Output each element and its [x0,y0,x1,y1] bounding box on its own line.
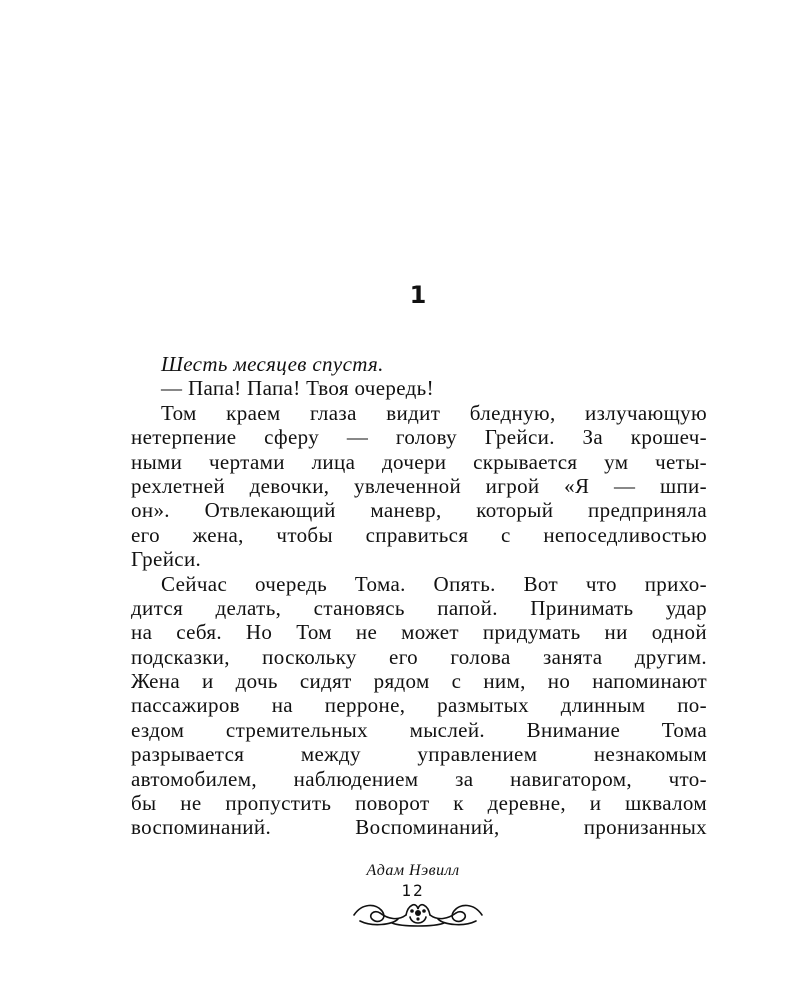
text-line: разрывается между управлением незнакомым [131,742,707,767]
text-line: Том краем глаза видит бледную, излучающую [161,400,707,425]
text-line: он». Отвлекающий маневр, который предприняла [131,498,707,523]
text-line: бы не пропустить поворот к деревне, и шквалом [131,791,707,816]
text-line: пассажиров на перроне, размытых длинным по- [131,693,707,718]
text-line: Сейчас очередь Тома. Опять. Вот что прихо- [161,571,707,596]
text-line: дится делать, становясь папой. Принимать удар [131,595,707,620]
text-line: ными чертами лица дочери скрывается ум четы- [131,449,707,474]
body-text [131,352,707,840]
text-line: Грейси. [131,547,202,572]
text-line: рехлетней девочки, увлеченной игрой «Я — шпи- [131,473,707,498]
text-line: автомобилем, наблюдением за навигатором, что- [131,766,707,791]
text-line: Жена и дочь сидят рядом с ним, но напоминают [131,669,707,694]
decorative-flourish-icon [352,895,484,929]
text-line: нетерпение сферу — голову Грейси. За крошеч- [131,425,707,450]
epigraph-line: Шесть месяцев спустя. [161,352,384,376]
dialogue-line: — Папа! Папа! Твоя очередь! [161,376,434,401]
page-number: 12 [401,881,425,900]
running-footer-author: Адам Нэвилл [366,862,460,879]
text-line: его жена, чтобы справиться с непоседливостью [131,522,707,547]
text-line: подсказки, поскольку его голова занята другим. [131,644,707,669]
text-line: воспоминаний. Воспоминаний, пронизанных [131,815,707,840]
text-line: на себя. Но Том не может придумать ни одной [131,620,707,645]
chapter-number: 1 [409,281,427,309]
text-line: ездом стремительных мыслей. Внимание Тома [131,717,707,742]
